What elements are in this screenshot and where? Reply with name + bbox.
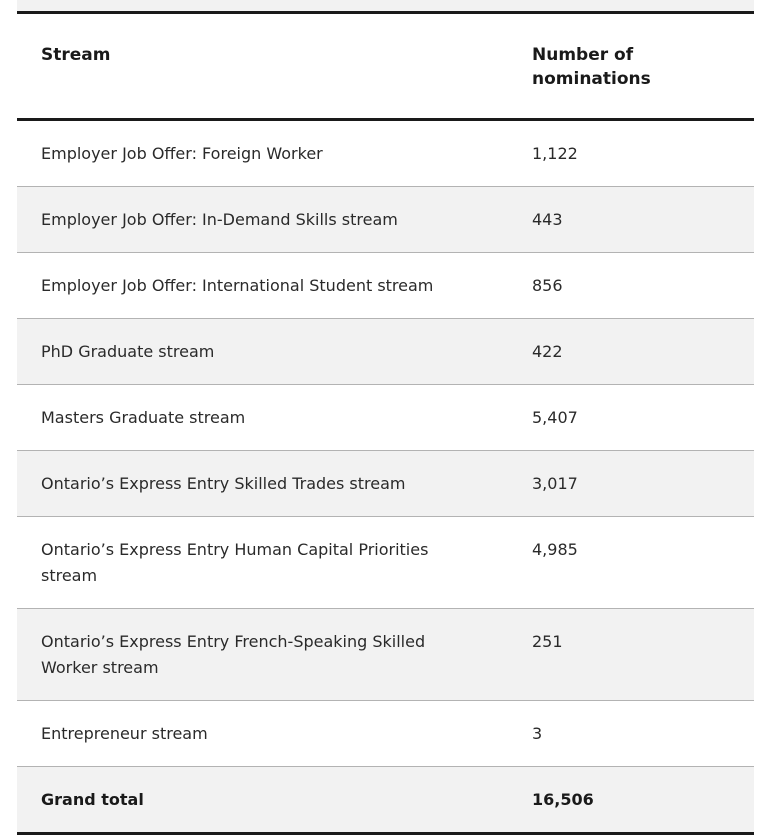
nominations-table	[17, 11, 754, 835]
table-row	[17, 319, 754, 385]
nominations-cell: 5,407	[532, 408, 578, 427]
stream-cell: Employer Job Offer: International Student stream	[41, 276, 434, 295]
grand-total-value: 16,506	[532, 790, 594, 809]
stream-cell: Masters Graduate stream	[41, 408, 246, 427]
stream-cell: PhD Graduate stream	[41, 342, 215, 361]
stream-cell: Ontario’s Express Entry Human Capital Priorities stream	[41, 540, 429, 585]
nominations-cell: 443	[532, 210, 563, 229]
stream-cell: Ontario’s Express Entry French-Speaking Skilled Worker stream	[41, 632, 426, 677]
header-row	[17, 13, 754, 120]
table-row	[17, 517, 754, 609]
stream-cell: Employer Job Offer: Foreign Worker	[41, 144, 323, 163]
nominations-cell: 3,017	[532, 474, 578, 493]
table-row	[17, 120, 754, 187]
table-header	[17, 13, 754, 120]
table-row	[17, 253, 754, 319]
stream-cell: Entrepreneur stream	[41, 724, 208, 743]
nominations-cell: 1,122	[532, 144, 578, 163]
nominations-cell: 4,985	[532, 540, 578, 559]
nominations-cell: 3	[532, 724, 543, 743]
grand-total-row	[17, 767, 754, 834]
nominations-table-container	[17, 11, 754, 835]
nominations-cell: 856	[532, 276, 563, 295]
table-row	[17, 451, 754, 517]
nominations-cell: 251	[532, 632, 563, 651]
top-strip	[17, 0, 754, 11]
table-row	[17, 187, 754, 253]
table-row	[17, 385, 754, 451]
stream-cell: Ontario’s Express Entry Skilled Trades stream	[41, 474, 406, 493]
table-row	[17, 701, 754, 767]
header-stream: Stream	[41, 45, 111, 65]
nominations-cell: 422	[532, 342, 563, 361]
header-nominations: Number of nominations	[532, 45, 651, 89]
grand-total-label: Grand total	[41, 790, 144, 809]
stream-cell: Employer Job Offer: In-Demand Skills stream	[41, 210, 398, 229]
table-row	[17, 609, 754, 701]
table-body	[17, 120, 754, 834]
